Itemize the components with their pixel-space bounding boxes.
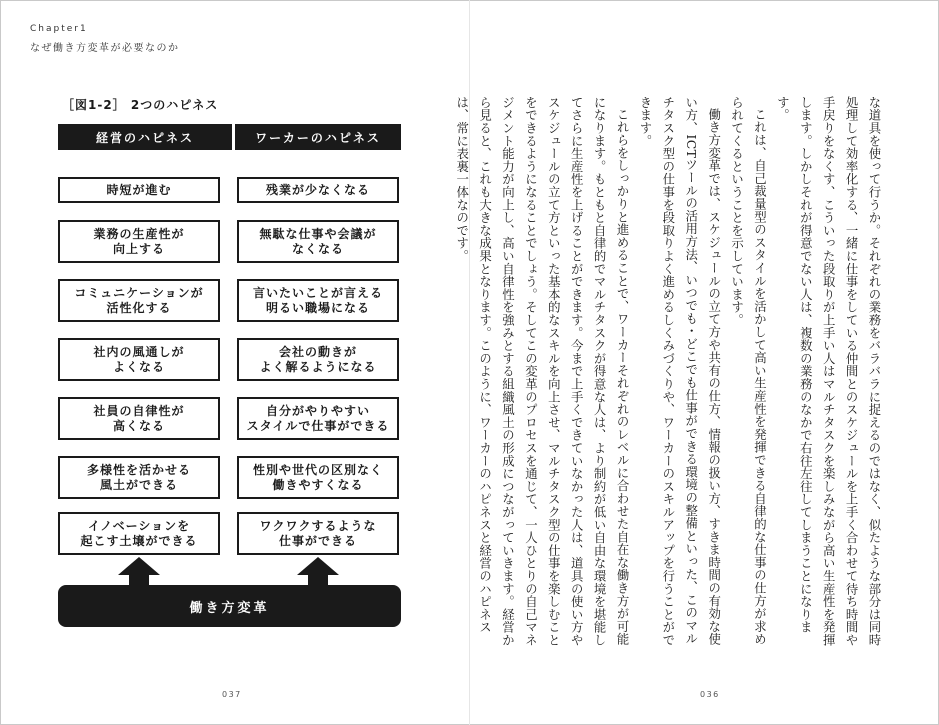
up-arrow-stem [308, 575, 328, 585]
worker-item-text: 自分がやりやすい スタイルで仕事ができる [246, 403, 390, 433]
management-item-text: コミュニケーションが 活性化する [74, 285, 204, 315]
management-happiness-header: 経営のハピネス [58, 124, 232, 150]
body-text [454, 96, 885, 656]
figure-caption: ［図1-2］ 2つのハピネス [62, 98, 219, 112]
management-item [58, 177, 220, 203]
management-item-text: 社内の風通しが よくなる [93, 344, 185, 374]
paragraph: これらをしっかりと進めることで、ワーカーそれぞれのレベルに合わせた自在な働き方が可能になります。もともと自律的でマルチタスクが得意な人は、より制約が低い自由な環境を堪能してさらに生産性を上げることができます。今まで上手くできていなかった人は、道具の使い方やスケジュールの立て方といった基本的なスキルを向上させ、マルチタスク型の仕事を楽しむことをできるようになることでしょう。そしてこの変革のプロセスを通じて、一人ひとりの自己マネジメント能力が向上し、高い自律性を強みとする組織風土の形成につながっていきます。経営から見ると、これも大きな成果となります。このように、ワーカーのハピネスと経営のハピネスは、常に表裏一体なのです。 [454, 96, 631, 647]
management-item [58, 220, 220, 263]
chapter-title: なぜ働き方変革が必要なのか [30, 43, 180, 54]
management-item-text: 時短が進む [106, 182, 172, 197]
chapter-label: Chapter1 [30, 24, 88, 34]
paragraph: な道具を使って行うか。それぞれの業務をバラバラに捉えるのではなく、似たような部分は同時処理して効率化する、一緒に仕事をしている仲間とのスケジュールを上手く合わせて待ち時間や手戻りをなくす、こういった段取りが上手い人はマルチタスクを楽しみながら高い生産性を発揮します。しかしそれが得意でない人は、複数の業務のなかで右往左往してしまうことになります。 [775, 96, 882, 647]
worker-item-text: 会社の動きが よく解るようになる [259, 344, 377, 374]
paragraph: 働き方変革では、スケジュールの立て方や共有の仕方、情報の扱い方、すきま時間の有効な使い方、ICTツールの活用方法、いつでも・どこでも仕事ができる環境の整備といった、このマルチタスク型の仕事を段取りよく進めるしくみづくりや、ワーカーのスキルアップを行うことができます。 [637, 96, 722, 647]
management-item-text: イノベーションを 起こす土壌ができる [80, 518, 198, 548]
management-item [58, 338, 220, 381]
worker-item [237, 338, 399, 381]
worker-happiness-header: ワーカーのハピネス [235, 124, 401, 150]
up-arrow-stem [129, 575, 149, 585]
management-item [58, 279, 220, 322]
worker-item-text: 無駄な仕事や会議が なくなる [259, 226, 377, 256]
left-page-number: 037 [222, 690, 242, 699]
worker-item [237, 512, 399, 555]
right-page-number: 036 [700, 690, 720, 699]
management-item-text: 多様性を活かせる 風土ができる [86, 462, 191, 492]
worker-item-text: 残業が少なくなる [265, 182, 370, 197]
management-item [58, 397, 220, 440]
management-item-text: 社員の自律性が 高くなる [93, 403, 185, 433]
management-item-text: 業務の生産性が 向上する [93, 226, 185, 256]
worker-item-text: 性別や世代の区別なく 働きやすくなる [252, 462, 383, 492]
worker-item-text: ワクワクするような 仕事ができる [259, 518, 377, 548]
worker-item [237, 220, 399, 263]
up-arrow-icon [297, 557, 339, 575]
worker-item [237, 177, 399, 203]
up-arrow-icon [118, 557, 160, 575]
paragraph: これは、自己裁量型のスタイルを活かして高い生産性を発揮できる自律的な仕事の仕方が求められてくるということを示しています。 [729, 96, 768, 646]
work-style-reform-base: 働き方変革 [58, 585, 401, 627]
worker-item [237, 279, 399, 322]
worker-item [237, 397, 399, 440]
worker-item [237, 456, 399, 499]
management-item [58, 512, 220, 555]
management-item [58, 456, 220, 499]
worker-item-text: 言いたいことが言える 明るい職場になる [252, 285, 383, 315]
